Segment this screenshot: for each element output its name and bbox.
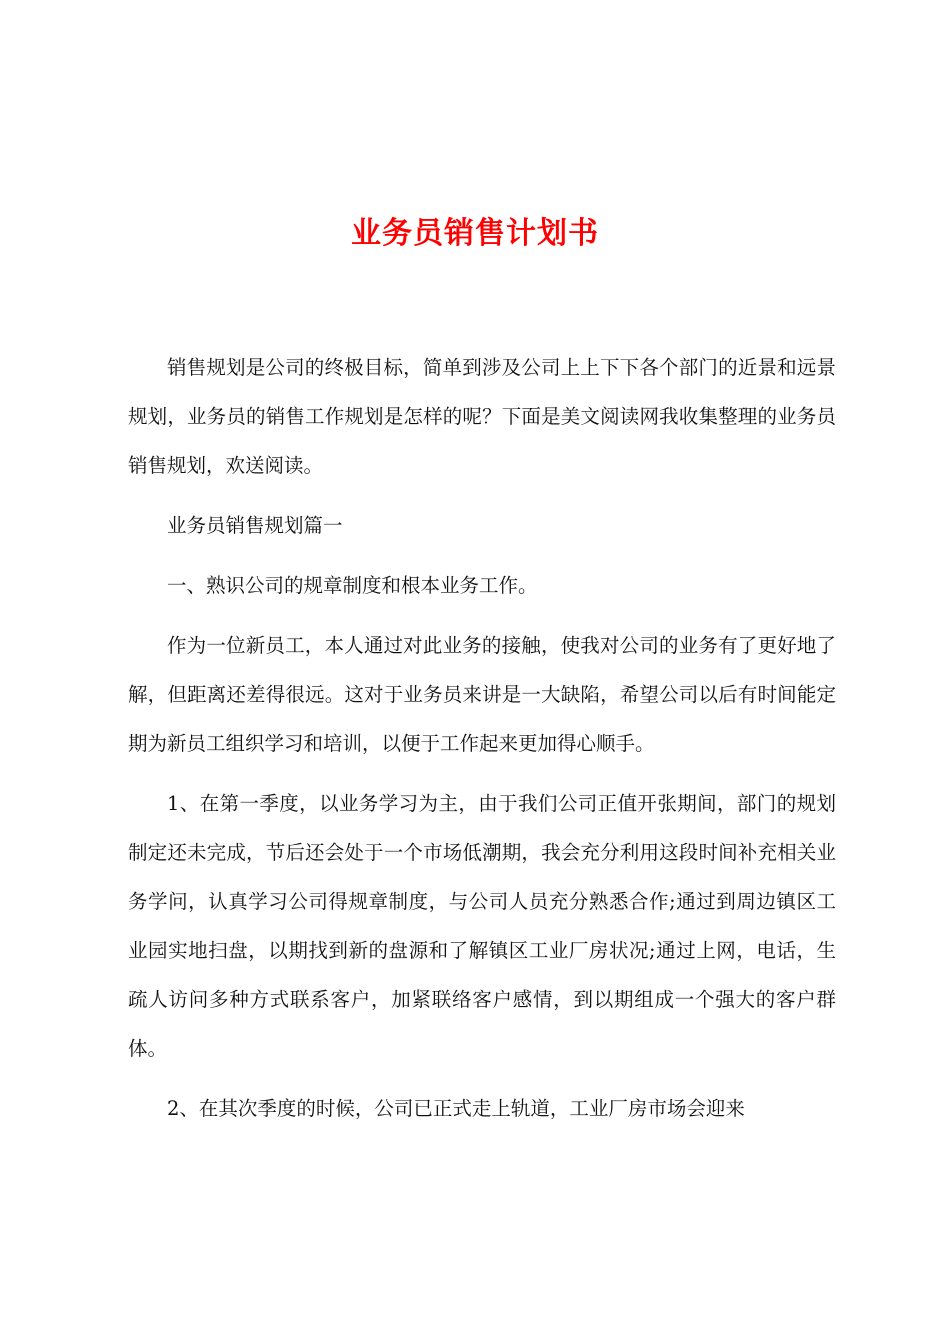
- section-heading: 业务员销售规划篇一: [167, 514, 343, 537]
- subsection-heading: 一、熟识公司的规章制度和根本业务工作。: [167, 574, 538, 597]
- document-title: 业务员销售计划书: [351, 216, 599, 251]
- body-paragraph: 1、在第一季度，以业务学习为主，由于我们公司正值开张期间，部门的规划制定还未完成，节后还会处于一个市场低潮期，我会充分利用这段时间补充相关业务学问，认真学习公司得规章制度，与公司人员充分熟悉合作;通过到周边镇区工业园实地扫盘，以期找到新的盘源和了解镇区工业厂房状况;通过上网，电话，生疏人访问多种方式联系客户，加紧联络客户感情，到以期组成一个强大的客户群体。: [128, 792, 836, 1060]
- intro-paragraph: 销售规划是公司的终极目标，简单到涉及公司上上下下各个部门的近景和远景规划，业务员的销售工作规划是怎样的呢？下面是美文阅读网我收集整理的业务员销售规划，欢送阅读。: [128, 356, 836, 477]
- body-paragraph: 2、在其次季度的时候，公司已正式走上轨道，工业厂房市场会迎来: [167, 1097, 745, 1120]
- document-body: [128, 343, 836, 1144]
- body-paragraph: 作为一位新员工，本人通过对此业务的接触，使我对公司的业务有了更好地了解，但距离还差得很远。这对于业务员来讲是一大缺陷，希望公司以后有时间能定期为新员工组织学习和培训，以便于工作起来更加得心顺手。: [128, 634, 836, 755]
